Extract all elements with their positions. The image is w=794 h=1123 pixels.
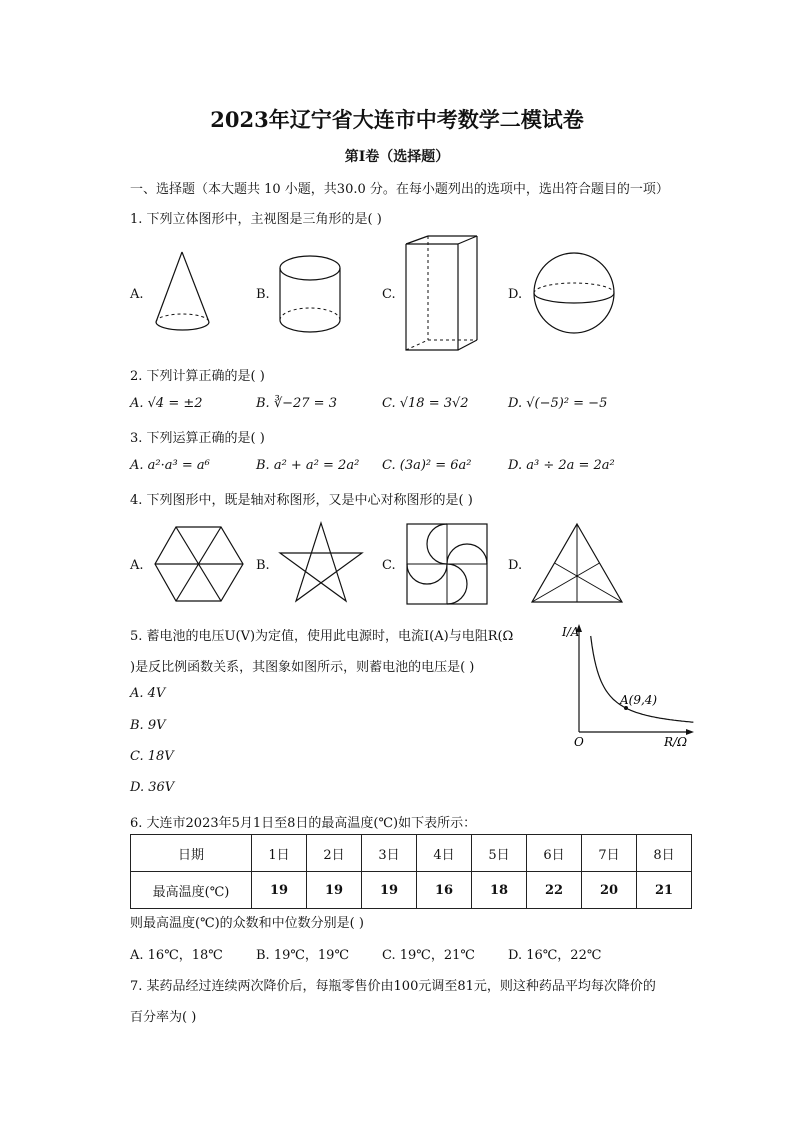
table-cell-temp: 16 [417,872,472,909]
graph-origin-label: O [574,735,584,749]
table-cell-temp: 19 [362,872,417,909]
page-title: 2023年辽宁省大连市中考数学二模试卷 [210,107,584,132]
q5-option-d: D. 36V [130,780,175,795]
table-cell-day: 7日 [582,835,637,872]
graph-y-axis-label: I/A [562,625,580,639]
q4-option-b: B. [256,558,270,573]
table-cell-day: 3日 [362,835,417,872]
q1-option-b: B. [256,287,270,302]
table-cell-temp: 20 [582,872,637,909]
cylinder-figure [278,252,346,337]
table-cell-day: 2日 [307,835,362,872]
table-row [131,835,692,872]
q4-stem: 4. 下列图形中，既是轴对称图形，又是中心对称图形的是( ) [130,493,473,508]
q5-stem-line2: )是反比例函数关系，其图象如图所示，则蓄电池的电压是( ) [130,660,475,675]
q3-option-d: D. a³ ÷ 2a = 2a² [508,458,615,473]
q1-stem: 1. 下列立体图形中，主视图是三角形的是( ) [130,212,382,227]
q6-option-b: B. 19℃，19℃ [256,948,349,963]
q1-option-a: A. [130,287,144,302]
table-cell-temp: 18 [472,872,527,909]
q3-option-c: C. (3a)² = 6a² [382,458,472,473]
q7-stem-line2: 百分率为( ) [130,1010,197,1025]
q5-option-c: C. 18V [130,749,174,764]
triangle-figure [530,522,626,606]
q2-option-b: B. ∛−27 = 3 [256,396,337,411]
table-cell-temp: 19 [252,872,307,909]
q6-question: 则最高温度(℃)的众数和中位数分别是( ) [130,916,364,931]
q4-option-a: A. [130,558,144,573]
table-cell-temp: 19 [307,872,362,909]
table-cell-temp: 21 [637,872,692,909]
table-cell-day: 1日 [252,835,307,872]
q6-stem: 6. 大连市2023年5月1日至8日的最高温度(℃)如下表所示： [130,816,477,831]
pentagram-figure [278,521,364,605]
section-heading: 一、选择题（本大题共 10 小题，共30.0 分。在每小题列出的选项中，选出符合题目的一项） [130,182,669,197]
q6-option-a: A. 16℃，18℃ [130,948,223,963]
q2-stem: 2. 下列计算正确的是( ) [130,369,265,384]
table-cell-day: 8日 [637,835,692,872]
q1-option-d: D. [508,287,523,302]
q7-stem-line1: 7. 某药品经过连续两次降价后，每瓶零售价由100元调至81元，则这种药品平均每次降价的 [130,979,656,994]
table-cell-day: 6日 [527,835,582,872]
q5-option-b: B. 9V [130,718,166,733]
table-cell-day: 4日 [417,835,472,872]
temperature-table [130,834,692,909]
q6-option-d: D. 16℃，22℃ [508,948,602,963]
rectangular-prism-figure [403,234,483,354]
table-cell-day: 5日 [472,835,527,872]
sphere-figure [532,251,618,337]
table-header-date: 日期 [131,835,252,872]
q2-option-c: C. √18 = 3√2 [382,396,469,411]
cone-figure [150,250,215,335]
inverse-proportion-graph [560,622,700,752]
pinwheel-figure [404,521,490,607]
table-header-temp: 最高温度(℃) [131,872,252,909]
graph-x-axis-label: R/Ω [664,735,688,749]
q3-option-a: A. a²·a³ = a⁶ [130,458,210,473]
q5-option-a: A. 4V [130,686,166,701]
q5-stem-line1: 5. 蓄电池的电压U(V)为定值，使用此电源时，电流I(A)与电阻R(Ω [130,629,514,644]
q3-stem: 3. 下列运算正确的是( ) [130,431,265,446]
q2-option-a: A. √4 = ±2 [130,396,203,411]
page-subtitle: 第Ⅰ卷（选择题） [344,149,450,165]
q4-option-c: C. [382,558,396,573]
q6-option-c: C. 19℃，21℃ [382,948,475,963]
graph-point-label: A(9,4) [620,693,658,707]
table-cell-temp: 22 [527,872,582,909]
table-row [131,872,692,909]
hexagon-figure [154,525,244,603]
q4-option-d: D. [508,558,523,573]
q3-option-b: B. a² + a² = 2a² [256,458,360,473]
q1-option-c: C. [382,287,396,302]
q2-option-d: D. √(−5)² = −5 [508,396,608,411]
